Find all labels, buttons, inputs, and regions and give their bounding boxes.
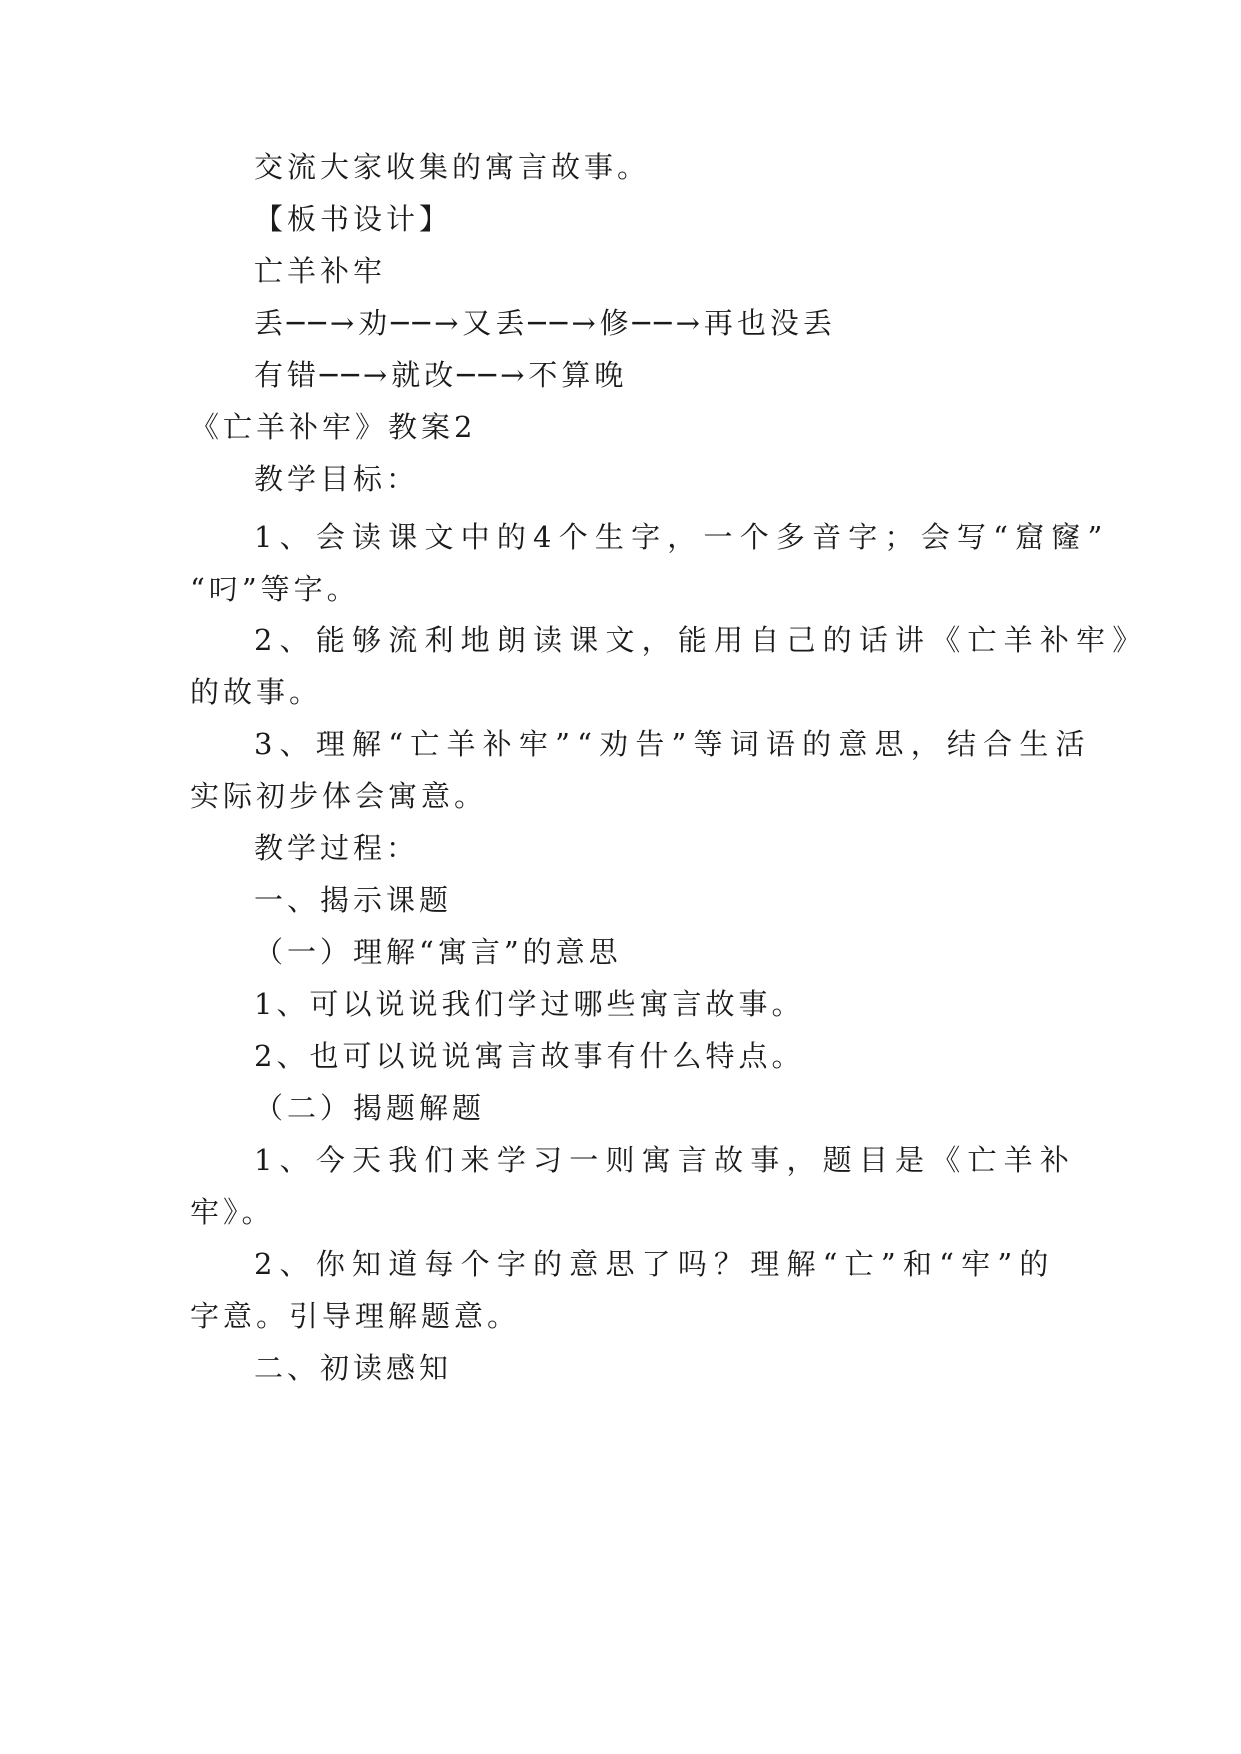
text-line: 亡羊补牢 [254, 254, 387, 288]
text-line: 实际初步体会寓意。 [190, 779, 488, 813]
document-title: 《亡羊补牢》教案2 [190, 410, 477, 444]
section-heading: 一、揭示课题 [254, 883, 453, 917]
text-line: 牢》。 [190, 1195, 275, 1229]
text-line: 2、你知道每个字的意思了吗？理解“亡”和“牢”的 [254, 1247, 1056, 1281]
text-line: 的故事。 [190, 675, 323, 709]
text-line: 1、会读课文中的4个生字，一个多音字；会写“窟窿” [254, 520, 1110, 554]
text-line: 2、能够流利地朗读课文，能用自己的话讲《亡羊补牢》 [254, 623, 1149, 657]
text-line: 丢──→劝──→又丢──→修──→再也没丢 [254, 306, 836, 340]
text-line: 有错──→就改──→不算晚 [254, 358, 628, 392]
text-line: 1、今天我们来学习一则寓言故事，题目是《亡羊补 [254, 1143, 1077, 1177]
text-line: 2、也可以说说寓言故事有什么特点。 [254, 1039, 805, 1073]
section-heading: 二、初读感知 [254, 1351, 453, 1385]
text-line: 1、可以说说我们学过哪些寓言故事。 [254, 987, 805, 1021]
section-heading: 【板书设计】 [254, 202, 453, 236]
text-line: 字意。引导理解题意。 [190, 1299, 521, 1333]
section-heading: 教学目标： [254, 462, 420, 496]
text-line: “叼”等字。 [190, 572, 360, 606]
subsection-heading: （一）理解“寓言”的意思 [254, 935, 622, 969]
subsection-heading: （二）揭题解题 [254, 1091, 486, 1125]
section-heading: 教学过程： [254, 831, 420, 865]
text-line: 3、理解“亡羊补牢”“劝告”等词语的意思，结合生活 [254, 727, 1092, 761]
text-line: 交流大家收集的寓言故事。 [254, 150, 651, 184]
